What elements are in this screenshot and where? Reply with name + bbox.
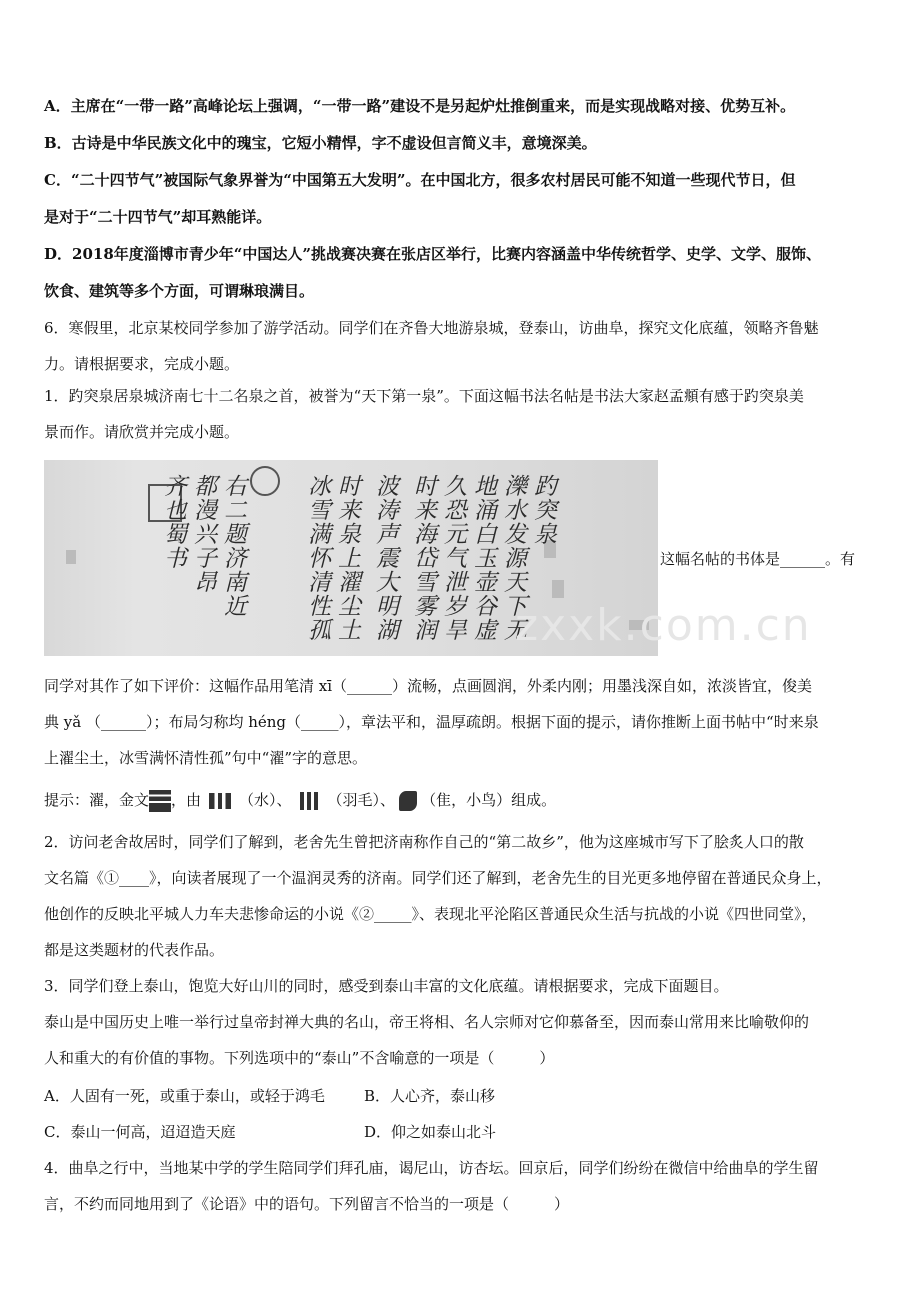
q6-sub3-option-d: D．仰之如泰山北斗 [364, 1123, 497, 1141]
option-d-line1: D．2018年度淄博市青少年“中国达人”挑战赛决赛在张店区举行，比赛内容涵盖中华传统哲学、史学、文学、服饰、 [44, 245, 822, 263]
calligraphy-column: 时来泉上濯尘土 [334, 474, 360, 642]
calligraphy-column: 久恐元气泄岁旱 [440, 474, 466, 642]
q6-sub2-line2: 文名篇《①____》，向读者展现了一个温润灵秀的济南。同学们还了解到，老舍先生的目光更多地停留在普通民众身上， [44, 869, 832, 887]
hint-mid1: ，由 [171, 791, 202, 809]
q6-sub1-line3: 这幅名帖的书体是______。有 [660, 550, 856, 568]
option-a: A．主席在“一带一路”高峰论坛上强调，“一带一路”建设不是另起炉灶推倒重来，而是实现战略对接、优势互补。 [44, 97, 796, 115]
q6-sub3-line2: 泰山是中国历史上唯一举行过皇帝封禅大典的名山，帝王将相、名人宗师对它仰慕备至，因而泰山常用来比喻敬仰的 [44, 1013, 810, 1031]
water-radical-icon [209, 793, 231, 809]
stamp-mark [66, 550, 76, 564]
seal-icon [250, 466, 280, 496]
option-b: B．古诗是中华民族文化中的瑰宝，它短小精悍，字不虚设但言简义丰，意境深美。 [44, 134, 597, 152]
q6-sub1-line6: 上濯尘土，冰雪满怀清性孤”句中“濯”字的意思。 [44, 749, 368, 767]
q6-sub3-line1: 3．同学们登上泰山，饱览大好山川的同时，感受到泰山丰富的文化底蕴。请根据要求，完成下面题目。 [44, 977, 729, 995]
q6-hint-line [44, 790, 556, 812]
q6-sub2-line1: 2．访问老舍故居时，同学们了解到，老舍先生曾把济南称作自己的“第二故乡”，他为这座城市写下了脍炙人口的散 [44, 833, 804, 851]
hint-mid3: （羽毛）、 [327, 791, 396, 809]
calligraphy-column: 波涛声震大明湖 [372, 474, 398, 642]
q6-intro-line2: 力。请根据要求，完成小题。 [44, 355, 240, 373]
calligraphy-column: 齐也蜀书 [160, 474, 186, 570]
hint-mid2: （水）、 [239, 791, 292, 809]
q6-sub2-line4: 都是这类题材的代表作品。 [44, 941, 225, 959]
q6-sub3-option-b: B．人心齐，泰山移 [364, 1087, 496, 1105]
stamp-mark [552, 580, 564, 598]
calligraphy-column: 地涌白玉壶谷虚 [470, 474, 496, 642]
q6-sub1-line1: 1．趵突泉居泉城济南七十二名泉之首，被誉为“天下第一泉”。下面这幅书法名帖是书法大家赵孟頫有感于趵突泉美 [44, 387, 804, 405]
calligraphy-column: 右二题济南近 [220, 474, 246, 618]
option-c-line1: C．“二十四节气”被国际气象界誉为“中国第五大发明”。在中国北方，很多农村居民可能不知道一些现代节日，但 [44, 171, 796, 189]
q6-sub1-line5: 典 yǎ （______）；布局匀称均 héng（_____），章法平和，温厚疏朗。根据下面的提示，请你推断上面书帖中“时来泉 [44, 713, 819, 731]
calligraphy-column: 濼水发源天下无 [500, 474, 526, 642]
bird-radical-icon [399, 791, 417, 811]
calligraphy-column: 冰雪满怀清性孤 [304, 474, 330, 642]
hint-prefix: 提示：濯，金文 [44, 791, 150, 809]
q6-sub4-line1: 4．曲阜之行中，当地某中学的学生陪同学们拜孔庙，谒尼山，访杏坛。回京后，同学们纷纷在微信中给曲阜的学生留 [44, 1159, 819, 1177]
watermark: zxxk.com.cn [515, 600, 812, 651]
calligraphy-column: 趵突泉 [530, 474, 556, 546]
q6-sub4-line2: 言，不约而同地用到了《论语》中的语句。下列留言不恰当的一项是（ ） [44, 1195, 570, 1213]
q6-sub3-option-c: C．泰山一何高，迢迢造天庭 [44, 1123, 236, 1141]
q6-sub3-option-a: A．人固有一死，或重于泰山，或轻于鸿毛 [44, 1087, 325, 1105]
q6-sub2-line3: 他创作的反映北平城人力车夫悲惨命运的小说《②_____》、表现北平沦陷区普通民众生活与抗战的小说《四世同堂》， [44, 905, 817, 923]
q6-sub3-line3: 人和重大的有价值的事物。下列选项中的“泰山”不含喻意的一项是（ ） [44, 1049, 555, 1067]
feather-radical-icon [300, 792, 320, 810]
option-d-line2: 饮食、建筑等多个方面，可谓琳琅满目。 [44, 282, 315, 300]
hint-mid4: （隹，小鸟）组成。 [421, 791, 557, 809]
bronze-script-zhuo-icon [149, 790, 171, 812]
q6-intro-line1: 6．寒假里，北京某校同学参加了游学活动。同学们在齐鲁大地游泉城，登泰山，访曲阜，探究文化底蕴，领略齐鲁魅 [44, 319, 819, 337]
calligraphy-column: 都漫兴子昂 [190, 474, 216, 594]
calligraphy-column: 时来海岱雪雾润 [410, 474, 436, 642]
q6-sub1-line4: 同学对其作了如下评价：这幅作品用笔清 xī（______）流畅，点画圆润，外柔内刚；用墨浅深自如，浓淡皆宜，俊美 [44, 677, 813, 695]
q6-sub1-line2: 景而作。请欣赏并完成小题。 [44, 423, 240, 441]
option-c-line2: 是对于“二十四节气”却耳熟能详。 [44, 208, 272, 226]
